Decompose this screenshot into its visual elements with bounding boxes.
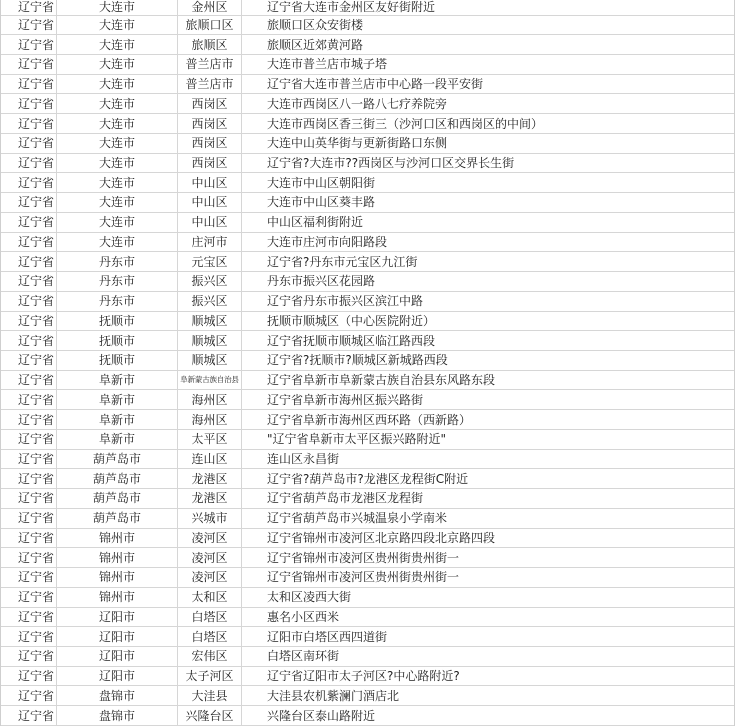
table-row [1,35,734,55]
province-cell: 辽宁省 [1,75,57,94]
province-cell: 辽宁省 [1,647,57,666]
city-cell: 辽阳市 [57,647,178,666]
province-cell: 辽宁省 [1,154,57,173]
city-cell: 大连市 [57,154,178,173]
table-row [1,331,734,351]
city-cell: 抚顺市 [57,351,178,370]
city-cell: 大连市 [57,55,178,74]
table-row [1,55,734,75]
district-cell: 西岗区 [178,94,242,113]
city-cell: 大连市 [57,134,178,153]
table-row [1,608,734,628]
address-cell: 辽宁省锦州市凌河区北京路四段北京路四段 [267,530,496,545]
table-row [1,16,734,36]
province-cell: 辽宁省 [1,390,57,409]
table-row [1,548,734,568]
province-cell: 辽宁省 [1,371,57,390]
table-row [1,588,734,608]
district-cell: 旅顺区 [178,35,242,54]
city-cell: 大连市 [57,35,178,54]
address-cell: 连山区永昌街 [267,452,340,467]
address-cell: 大洼县农机紫澜门酒店北 [267,688,400,703]
district-cell: 连山区 [178,450,242,469]
address-cell: 辽宁省阜新市阜新蒙古族自治县东风路东段 [267,373,496,388]
table-row [1,75,734,95]
city-cell: 大连市 [57,213,178,232]
province-cell: 辽宁省 [1,568,57,587]
province-cell: 辽宁省 [1,213,57,232]
address-cell: 白塔区南环街 [267,649,340,664]
table-row [1,252,734,272]
province-cell: 辽宁省 [1,292,57,311]
address-cell: 辽宁省?大连市??西岗区与沙河口区交界长生街 [267,156,515,170]
table-row [1,430,734,450]
province-cell: 辽宁省 [1,706,57,725]
province-cell: 辽宁省 [1,529,57,548]
address-cell: 大连市普兰店市城子塔 [267,57,388,72]
city-cell: 大连市 [57,193,178,212]
district-cell: 普兰店市 [178,75,242,94]
district-cell: 太和区 [178,588,242,607]
address-cell: 大连市西岗区八一路八七疗养院旁 [267,96,448,111]
address-cell: 辽宁省辽阳市太子河区?中心路附近? [267,669,460,684]
province-cell: 辽宁省 [1,627,57,646]
city-cell: 大连市 [57,233,178,252]
district-cell: 振兴区 [178,292,242,311]
district-cell: 振兴区 [178,272,242,291]
province-cell: 辽宁省 [1,331,57,350]
table-row [1,173,734,193]
address-cell: 辽宁省大连市金州区友好街附近 [267,0,436,15]
table-row [1,94,734,114]
address-cell: 辽宁省锦州市凌河区贵州街贵州街一 [267,550,460,565]
address-cell: 太和区凌西大街 [267,590,352,605]
address-cell: 惠名小区西米 [267,609,340,624]
province-cell: 辽宁省 [1,193,57,212]
province-cell: 辽宁省 [1,16,57,35]
district-cell: 白塔区 [178,608,242,627]
province-cell: 辽宁省 [1,94,57,113]
district-cell: 庄河市 [178,233,242,252]
address-cell: 辽宁省锦州市凌河区贵州街贵州街一 [267,570,460,585]
district-cell: 兴隆台区 [178,706,242,725]
city-cell: 辽阳市 [57,667,178,686]
district-cell: 元宝区 [178,252,242,271]
province-cell: 辽宁省 [1,410,57,429]
city-cell: 锦州市 [57,548,178,567]
city-cell: 大连市 [57,114,178,133]
address-cell: 辽宁省葫芦岛市兴城温泉小学南米 [267,511,448,526]
city-cell: 葫芦岛市 [57,469,178,488]
province-cell: 辽宁省 [1,608,57,627]
district-cell: 大洼县 [178,686,242,705]
city-cell: 丹东市 [57,292,178,311]
city-cell: 大连市 [57,173,178,192]
city-cell: 大连市 [57,0,178,15]
address-cell: 旅顺区近郊黄河路 [267,37,364,52]
city-cell: 丹东市 [57,252,178,271]
city-cell: 大连市 [57,75,178,94]
city-cell: 锦州市 [57,588,178,607]
province-cell: 辽宁省 [1,489,57,508]
district-cell: 顺城区 [178,312,242,331]
city-cell: 辽阳市 [57,627,178,646]
district-cell: 白塔区 [178,627,242,646]
table-row [1,410,734,430]
district-cell: 金州区 [178,0,242,15]
table-row [1,0,734,16]
province-cell: 辽宁省 [1,509,57,528]
province-cell: 辽宁省 [1,667,57,686]
district-cell: 西岗区 [178,134,242,153]
district-cell: 太平区 [178,430,242,449]
table-row [1,667,734,687]
province-cell: 辽宁省 [1,55,57,74]
table-row [1,272,734,292]
city-cell: 盘锦市 [57,706,178,725]
table-row [1,213,734,233]
address-cell: 中山区福利街附近 [267,215,364,230]
table-row [1,193,734,213]
district-cell: 凌河区 [178,529,242,548]
province-cell: 辽宁省 [1,252,57,271]
district-cell: 宏伟区 [178,647,242,666]
province-cell: 辽宁省 [1,272,57,291]
province-cell: 辽宁省 [1,312,57,331]
province-cell: 辽宁省 [1,114,57,133]
address-cell: 辽宁省阜新市海州区西环路（西新路） [267,412,472,427]
address-cell: 辽宁省?葫芦岛市?龙港区龙程街C附近 [267,471,469,486]
district-cell: 海州区 [178,410,242,429]
city-cell: 锦州市 [57,568,178,587]
table-row [1,568,734,588]
district-cell: 中山区 [178,193,242,212]
address-cell: 辽阳市白塔区西四道街 [267,629,388,644]
address-cell: 大连市中山区葵丰路 [267,195,376,210]
city-cell: 阜新市 [57,410,178,429]
table-row [1,351,734,371]
city-cell: 抚顺市 [57,312,178,331]
table-row [1,154,734,174]
address-cell: 兴隆台区泰山路附近 [267,708,376,723]
table-row [1,469,734,489]
table-row [1,489,734,509]
city-cell: 丹东市 [57,272,178,291]
address-cell: 辽宁省葫芦岛市龙港区龙程街 [267,491,424,506]
city-cell: 锦州市 [57,529,178,548]
address-cell: 大连市西岗区香三街三（沙河口区和西岗区的中间） [267,116,544,131]
city-cell: 大连市 [57,94,178,113]
district-cell: 普兰店市 [178,55,242,74]
city-cell: 阜新市 [57,371,178,390]
district-cell: 龙港区 [178,489,242,508]
address-cell: 大连市中山区朝阳街 [267,175,376,190]
table-row [1,114,734,134]
district-cell: 顺城区 [178,331,242,350]
district-cell: 阜新蒙古族自治县 [178,371,242,390]
city-cell: 大连市 [57,16,178,35]
district-cell: 顺城区 [178,351,242,370]
table-row [1,233,734,253]
province-cell: 辽宁省 [1,0,57,15]
table-row [1,647,734,667]
address-cell: "辽宁省阜新市太平区振兴路附近" [267,432,447,447]
table-row [1,529,734,549]
table-row [1,312,734,332]
table-row [1,627,734,647]
table-row [1,134,734,154]
table-row [1,686,734,706]
district-cell: 中山区 [178,173,242,192]
province-cell: 辽宁省 [1,469,57,488]
district-cell: 凌河区 [178,568,242,587]
district-cell: 西岗区 [178,114,242,133]
city-cell: 盘锦市 [57,686,178,705]
address-cell: 辽宁省大连市普兰店市中心路一段平安街 [267,77,484,92]
address-cell: 辽宁省?丹东市元宝区九江街 [267,254,418,269]
address-cell: 大连市庄河市向阳路段 [267,234,388,249]
province-cell: 辽宁省 [1,233,57,252]
table-row [1,706,734,726]
city-cell: 葫芦岛市 [57,509,178,528]
table-row [1,292,734,312]
city-cell: 阜新市 [57,430,178,449]
province-cell: 辽宁省 [1,430,57,449]
address-cell: 辽宁省?抚顺市?顺城区新城路西段 [267,353,448,368]
district-cell: 太子河区 [178,667,242,686]
address-cell: 辽宁省丹东市振兴区滨江中路 [267,294,424,309]
table-row [1,450,734,470]
province-cell: 辽宁省 [1,686,57,705]
city-cell: 辽阳市 [57,608,178,627]
address-cell: 旅顺口区众安街楼 [267,17,364,32]
province-cell: 辽宁省 [1,351,57,370]
table-row [1,390,734,410]
address-cell: 抚顺市顺城区（中心医院附近） [267,313,436,328]
district-cell: 龙港区 [178,469,242,488]
district-cell: 中山区 [178,213,242,232]
province-cell: 辽宁省 [1,450,57,469]
city-cell: 阜新市 [57,390,178,409]
address-cell: 辽宁省阜新市海州区振兴路街 [267,392,424,407]
province-cell: 辽宁省 [1,588,57,607]
district-cell: 凌河区 [178,548,242,567]
address-cell: 辽宁省抚顺市顺城区临江路西段 [267,333,436,348]
district-cell: 海州区 [178,390,242,409]
district-cell: 兴城市 [178,509,242,528]
province-cell: 辽宁省 [1,35,57,54]
province-cell: 辽宁省 [1,173,57,192]
province-cell: 辽宁省 [1,548,57,567]
address-cell: 大连中山英华街与更新街路口东侧 [267,136,448,151]
city-cell: 葫芦岛市 [57,450,178,469]
province-cell: 辽宁省 [1,134,57,153]
district-cell: 旅顺口区 [178,16,242,35]
table-row [1,509,734,529]
city-cell: 抚顺市 [57,331,178,350]
table-row [1,371,734,391]
district-cell: 西岗区 [178,154,242,173]
address-cell: 丹东市振兴区花园路 [267,274,376,289]
city-cell: 葫芦岛市 [57,489,178,508]
